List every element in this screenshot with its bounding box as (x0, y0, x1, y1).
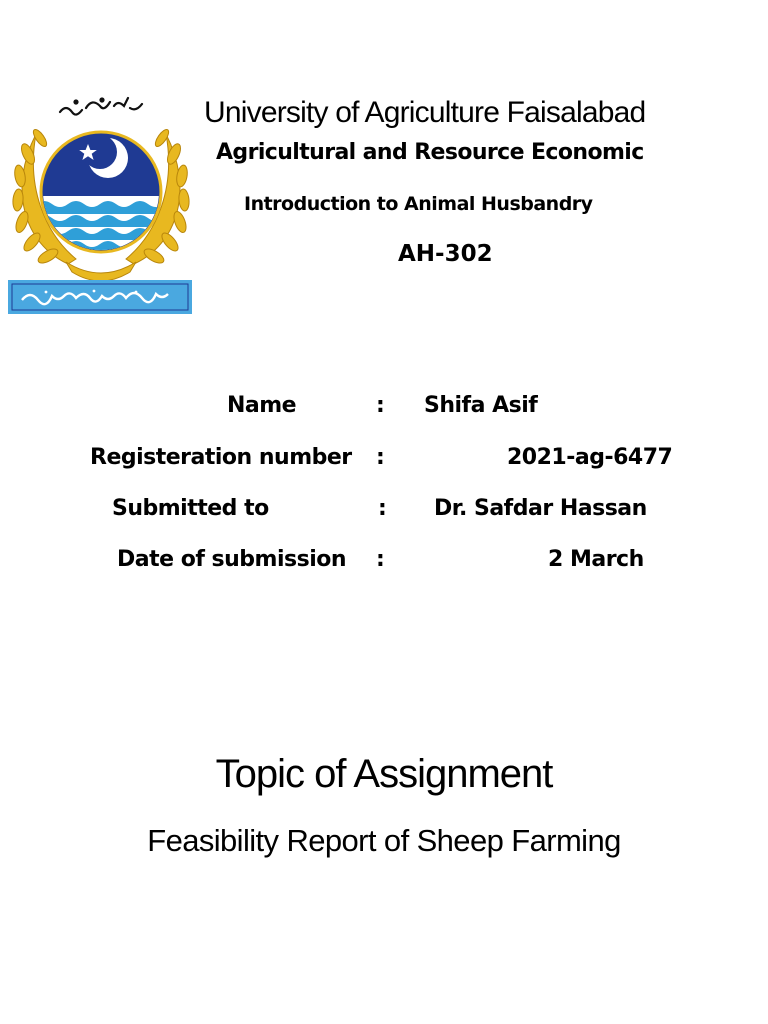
detail-separator: : (376, 393, 385, 418)
detail-label: Name (227, 393, 297, 418)
department-name: Agricultural and Resource Economic (216, 140, 644, 165)
detail-row-date (0, 547, 768, 581)
detail-row-registration (0, 445, 768, 479)
detail-value: 2 March (548, 547, 644, 572)
university-logo (6, 94, 196, 319)
detail-value: Dr. Safdar Hassan (434, 496, 647, 521)
detail-label: Date of submission (117, 547, 347, 572)
university-name: University of Agriculture Faisalabad (204, 96, 646, 129)
detail-row-submitted-to (0, 496, 768, 530)
detail-separator: : (376, 445, 385, 470)
course-code: AH-302 (398, 241, 493, 267)
topic-title: Feasibility Report of Sheep Farming (147, 823, 621, 858)
logo-urdu-banner (8, 280, 192, 314)
logo-ribbon (66, 262, 136, 281)
topic-heading: Topic of Assignment (215, 752, 553, 796)
detail-label: Registeration number (90, 445, 352, 470)
detail-row-name (0, 393, 768, 427)
logo-motto-calligraphy (60, 98, 142, 115)
course-title: Introduction to Animal Husbandry (244, 193, 593, 215)
detail-separator: : (378, 496, 387, 521)
detail-value: Shifa Asif (424, 393, 538, 418)
detail-value: 2021-ag-6477 (507, 445, 673, 470)
detail-separator: : (376, 547, 385, 572)
detail-label: Submitted to (112, 496, 269, 521)
